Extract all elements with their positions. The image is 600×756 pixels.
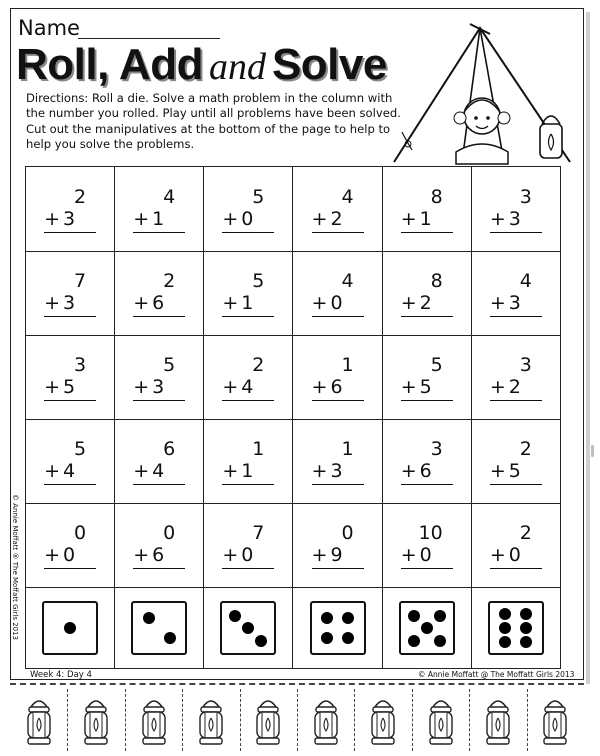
addition-problem — [312, 438, 364, 485]
addition-problem — [44, 186, 96, 233]
addition-problem — [401, 438, 453, 485]
die-pip — [520, 636, 532, 648]
addend-bottom: +6 — [133, 292, 185, 317]
problem-cell — [115, 504, 204, 588]
problem-cell — [26, 336, 115, 420]
problem-cell — [382, 504, 471, 588]
problem-cell — [293, 420, 382, 504]
addend-top: 0 — [341, 522, 354, 544]
addition-problem — [490, 186, 542, 233]
lantern-icon[interactable] — [137, 695, 171, 747]
addend-bottom: +1 — [222, 292, 274, 317]
addend-bottom: +1 — [401, 208, 453, 233]
addend-top: 4 — [341, 185, 354, 208]
problem-cell — [204, 252, 293, 336]
die-face-5-icon — [399, 601, 455, 655]
problem-cell — [382, 167, 471, 252]
sidebar-copyright-text: © Annie Moffatt ® The Moffatt Girls 2013 — [11, 494, 19, 641]
problem-cell — [26, 252, 115, 336]
problem-cell — [382, 252, 471, 336]
cut-line — [412, 689, 413, 751]
problem-grid — [25, 166, 561, 669]
lantern-icon[interactable] — [481, 695, 515, 747]
addend-top: 4 — [519, 270, 532, 292]
addend-top: 10 — [418, 522, 443, 544]
problem-cell — [293, 167, 382, 252]
addend-bottom: +3 — [312, 460, 364, 485]
addend-bottom: +0 — [312, 292, 364, 317]
dice-cell — [471, 588, 560, 669]
problem-cell — [115, 336, 204, 420]
problem-row — [26, 252, 561, 336]
addition-problem — [133, 438, 185, 485]
problem-cell — [204, 167, 293, 252]
addend-top: 3 — [519, 185, 532, 208]
addend-bottom: +3 — [133, 376, 185, 401]
addend-top: 2 — [519, 522, 532, 544]
lantern-icon[interactable] — [309, 695, 343, 747]
problem-cell — [115, 420, 204, 504]
addend-bottom: +6 — [401, 460, 453, 485]
die-pip — [229, 610, 241, 622]
addend-top: 2 — [163, 270, 176, 292]
addition-problem — [401, 354, 453, 401]
footer-week-day: Week 4: Day 4 — [30, 670, 92, 680]
addition-problem — [44, 522, 96, 569]
addend-bottom: +2 — [401, 292, 453, 317]
addend-top: 2 — [73, 185, 87, 208]
problem-cell — [293, 504, 382, 588]
die-pip — [342, 612, 354, 624]
die-face-3-icon — [220, 601, 276, 655]
addition-problem — [222, 522, 274, 569]
addition-problem — [401, 186, 453, 233]
addend-bottom: +4 — [222, 376, 274, 401]
cut-line — [469, 689, 470, 751]
problem-cell — [26, 420, 115, 504]
die-pip — [164, 632, 176, 644]
die-pip — [434, 610, 446, 622]
addition-problem — [312, 270, 364, 317]
addition-problem — [401, 270, 453, 317]
addition-problem — [490, 270, 542, 317]
addend-top: 1 — [341, 354, 354, 376]
addition-problem — [312, 354, 364, 401]
die-pip — [520, 608, 532, 620]
addend-bottom: +3 — [490, 292, 542, 317]
addend-bottom: +6 — [133, 544, 185, 569]
manipulatives-strip — [10, 683, 584, 755]
addend-bottom: +4 — [133, 460, 185, 485]
addition-problem — [490, 522, 542, 569]
addend-bottom: +0 — [490, 544, 542, 569]
addend-bottom: +0 — [44, 544, 96, 569]
addition-problem — [133, 354, 185, 401]
addition-problem — [401, 522, 453, 569]
addend-top: 5 — [252, 185, 265, 208]
addend-bottom: +0 — [222, 208, 274, 233]
die-pip — [143, 612, 155, 624]
addition-problem — [133, 186, 185, 233]
addition-problem — [490, 438, 542, 485]
title-and: and — [208, 46, 266, 88]
addition-problem — [312, 522, 364, 569]
addend-top: 1 — [252, 438, 265, 460]
problem-cell — [26, 167, 115, 252]
die-pip — [321, 612, 333, 624]
problem-cell — [293, 252, 382, 336]
cut-line — [354, 689, 355, 751]
addend-top: 8 — [430, 270, 443, 292]
page-shadow — [586, 12, 590, 684]
addend-bottom: +1 — [133, 208, 185, 233]
die-face-6-icon — [488, 601, 544, 655]
die-pip — [499, 608, 511, 620]
addend-top: 0 — [163, 522, 176, 544]
addend-top: 1 — [341, 438, 354, 460]
dice-cell — [293, 588, 382, 669]
lantern-icon[interactable] — [538, 695, 572, 747]
die-face-2-icon — [131, 601, 187, 655]
addend-top: 0 — [73, 522, 87, 544]
addend-bottom: +5 — [401, 376, 453, 401]
addition-problem — [222, 354, 274, 401]
addend-top: 3 — [73, 354, 87, 376]
tent-with-girl-icon — [392, 20, 582, 170]
addend-top: 7 — [252, 522, 265, 544]
addend-bottom: +6 — [312, 376, 364, 401]
dice-row — [26, 588, 561, 669]
addition-problem — [44, 438, 96, 485]
addend-top: 4 — [163, 185, 176, 208]
problem-cell — [382, 336, 471, 420]
addend-top: 6 — [163, 438, 176, 460]
die-pip — [499, 636, 511, 648]
addition-problem — [222, 270, 274, 317]
problem-cell — [204, 420, 293, 504]
addend-bottom: +3 — [490, 208, 542, 233]
addition-problem — [222, 186, 274, 233]
die-pip — [242, 622, 254, 634]
problem-row — [26, 336, 561, 420]
die-pip — [520, 622, 532, 634]
addend-top: 3 — [430, 438, 443, 460]
addend-top: 7 — [73, 270, 87, 292]
name-line — [78, 38, 220, 39]
addend-top: 5 — [73, 438, 87, 460]
dice-cell — [204, 588, 293, 669]
problem-cell — [204, 504, 293, 588]
sidebar-copyright — [9, 494, 19, 674]
problem-row — [26, 420, 561, 504]
cut-line — [240, 689, 241, 751]
scrollbar-thumb[interactable] — [591, 445, 594, 457]
cut-line — [125, 689, 126, 751]
problem-row — [26, 167, 561, 252]
lantern-icon[interactable] — [194, 695, 228, 747]
dice-cell — [115, 588, 204, 669]
die-pip — [321, 632, 333, 644]
addend-top: 5 — [163, 354, 176, 376]
die-pip — [434, 635, 446, 647]
problem-cell — [204, 336, 293, 420]
addend-bottom: +0 — [222, 544, 274, 569]
addend-top: 5 — [430, 354, 443, 376]
addend-top: 2 — [252, 354, 265, 376]
die-pip — [64, 622, 76, 634]
cut-line — [182, 689, 183, 751]
problem-row — [26, 504, 561, 588]
lantern-icon[interactable] — [79, 695, 113, 747]
problem-cell — [471, 420, 560, 504]
problem-cell — [26, 504, 115, 588]
die-pip — [408, 635, 420, 647]
addend-bottom: +5 — [44, 376, 96, 401]
die-pip — [342, 632, 354, 644]
addend-bottom: +3 — [44, 208, 96, 233]
die-face-1-icon — [42, 601, 98, 655]
problem-cell — [471, 504, 560, 588]
addition-problem — [133, 270, 185, 317]
addend-bottom: +9 — [312, 544, 364, 569]
problem-cell — [471, 167, 560, 252]
problem-cell — [471, 336, 560, 420]
die-pip — [408, 610, 420, 622]
problem-cell — [115, 167, 204, 252]
addition-problem — [44, 354, 96, 401]
cut-line — [67, 689, 68, 751]
worksheet-title — [16, 40, 387, 96]
problem-cell — [382, 420, 471, 504]
die-pip — [499, 622, 511, 634]
addend-bottom: +2 — [490, 376, 542, 401]
addition-problem — [44, 270, 96, 317]
addition-problem — [222, 438, 274, 485]
addend-top: 8 — [430, 185, 443, 208]
addend-bottom: +0 — [401, 544, 453, 569]
name-label: Name — [18, 16, 80, 40]
addition-problem — [133, 522, 185, 569]
lantern-icon[interactable] — [424, 695, 458, 747]
addend-bottom: +4 — [44, 460, 96, 485]
die-face-4-icon — [310, 601, 366, 655]
directions-text: Directions: Roll a die. Solve a math problem in the column with the number you rolled. Play until all problems have been solved. Cut out the manipulatives at the bottom of the page to help to help you solve the problems. — [26, 91, 401, 152]
lantern-icon[interactable] — [366, 695, 400, 747]
problem-cell — [293, 336, 382, 420]
dice-cell — [382, 588, 471, 669]
lantern-icon[interactable] — [251, 695, 285, 747]
title-roll-add: Roll, Add — [16, 40, 203, 89]
addition-problem — [312, 186, 364, 233]
addend-bottom: +5 — [490, 460, 542, 485]
lantern-icon[interactable] — [22, 695, 56, 747]
addend-bottom: +1 — [222, 460, 274, 485]
addition-problem — [490, 354, 542, 401]
addend-top: 3 — [519, 354, 532, 376]
die-pip — [255, 635, 267, 647]
dice-cell — [26, 588, 115, 669]
cut-line — [527, 689, 528, 751]
problem-cell — [115, 252, 204, 336]
addend-bottom: +3 — [44, 292, 96, 317]
footer-copyright: © Annie Moffatt @ The Moffatt Girls 2013 — [418, 670, 575, 679]
problem-cell — [471, 252, 560, 336]
title-solve: Solve — [271, 40, 387, 89]
addend-top: 5 — [252, 270, 265, 292]
addend-bottom: +2 — [312, 208, 364, 233]
cut-line — [297, 689, 298, 751]
addend-top: 4 — [341, 270, 354, 292]
die-pip — [421, 622, 433, 634]
addend-top: 2 — [519, 438, 532, 460]
